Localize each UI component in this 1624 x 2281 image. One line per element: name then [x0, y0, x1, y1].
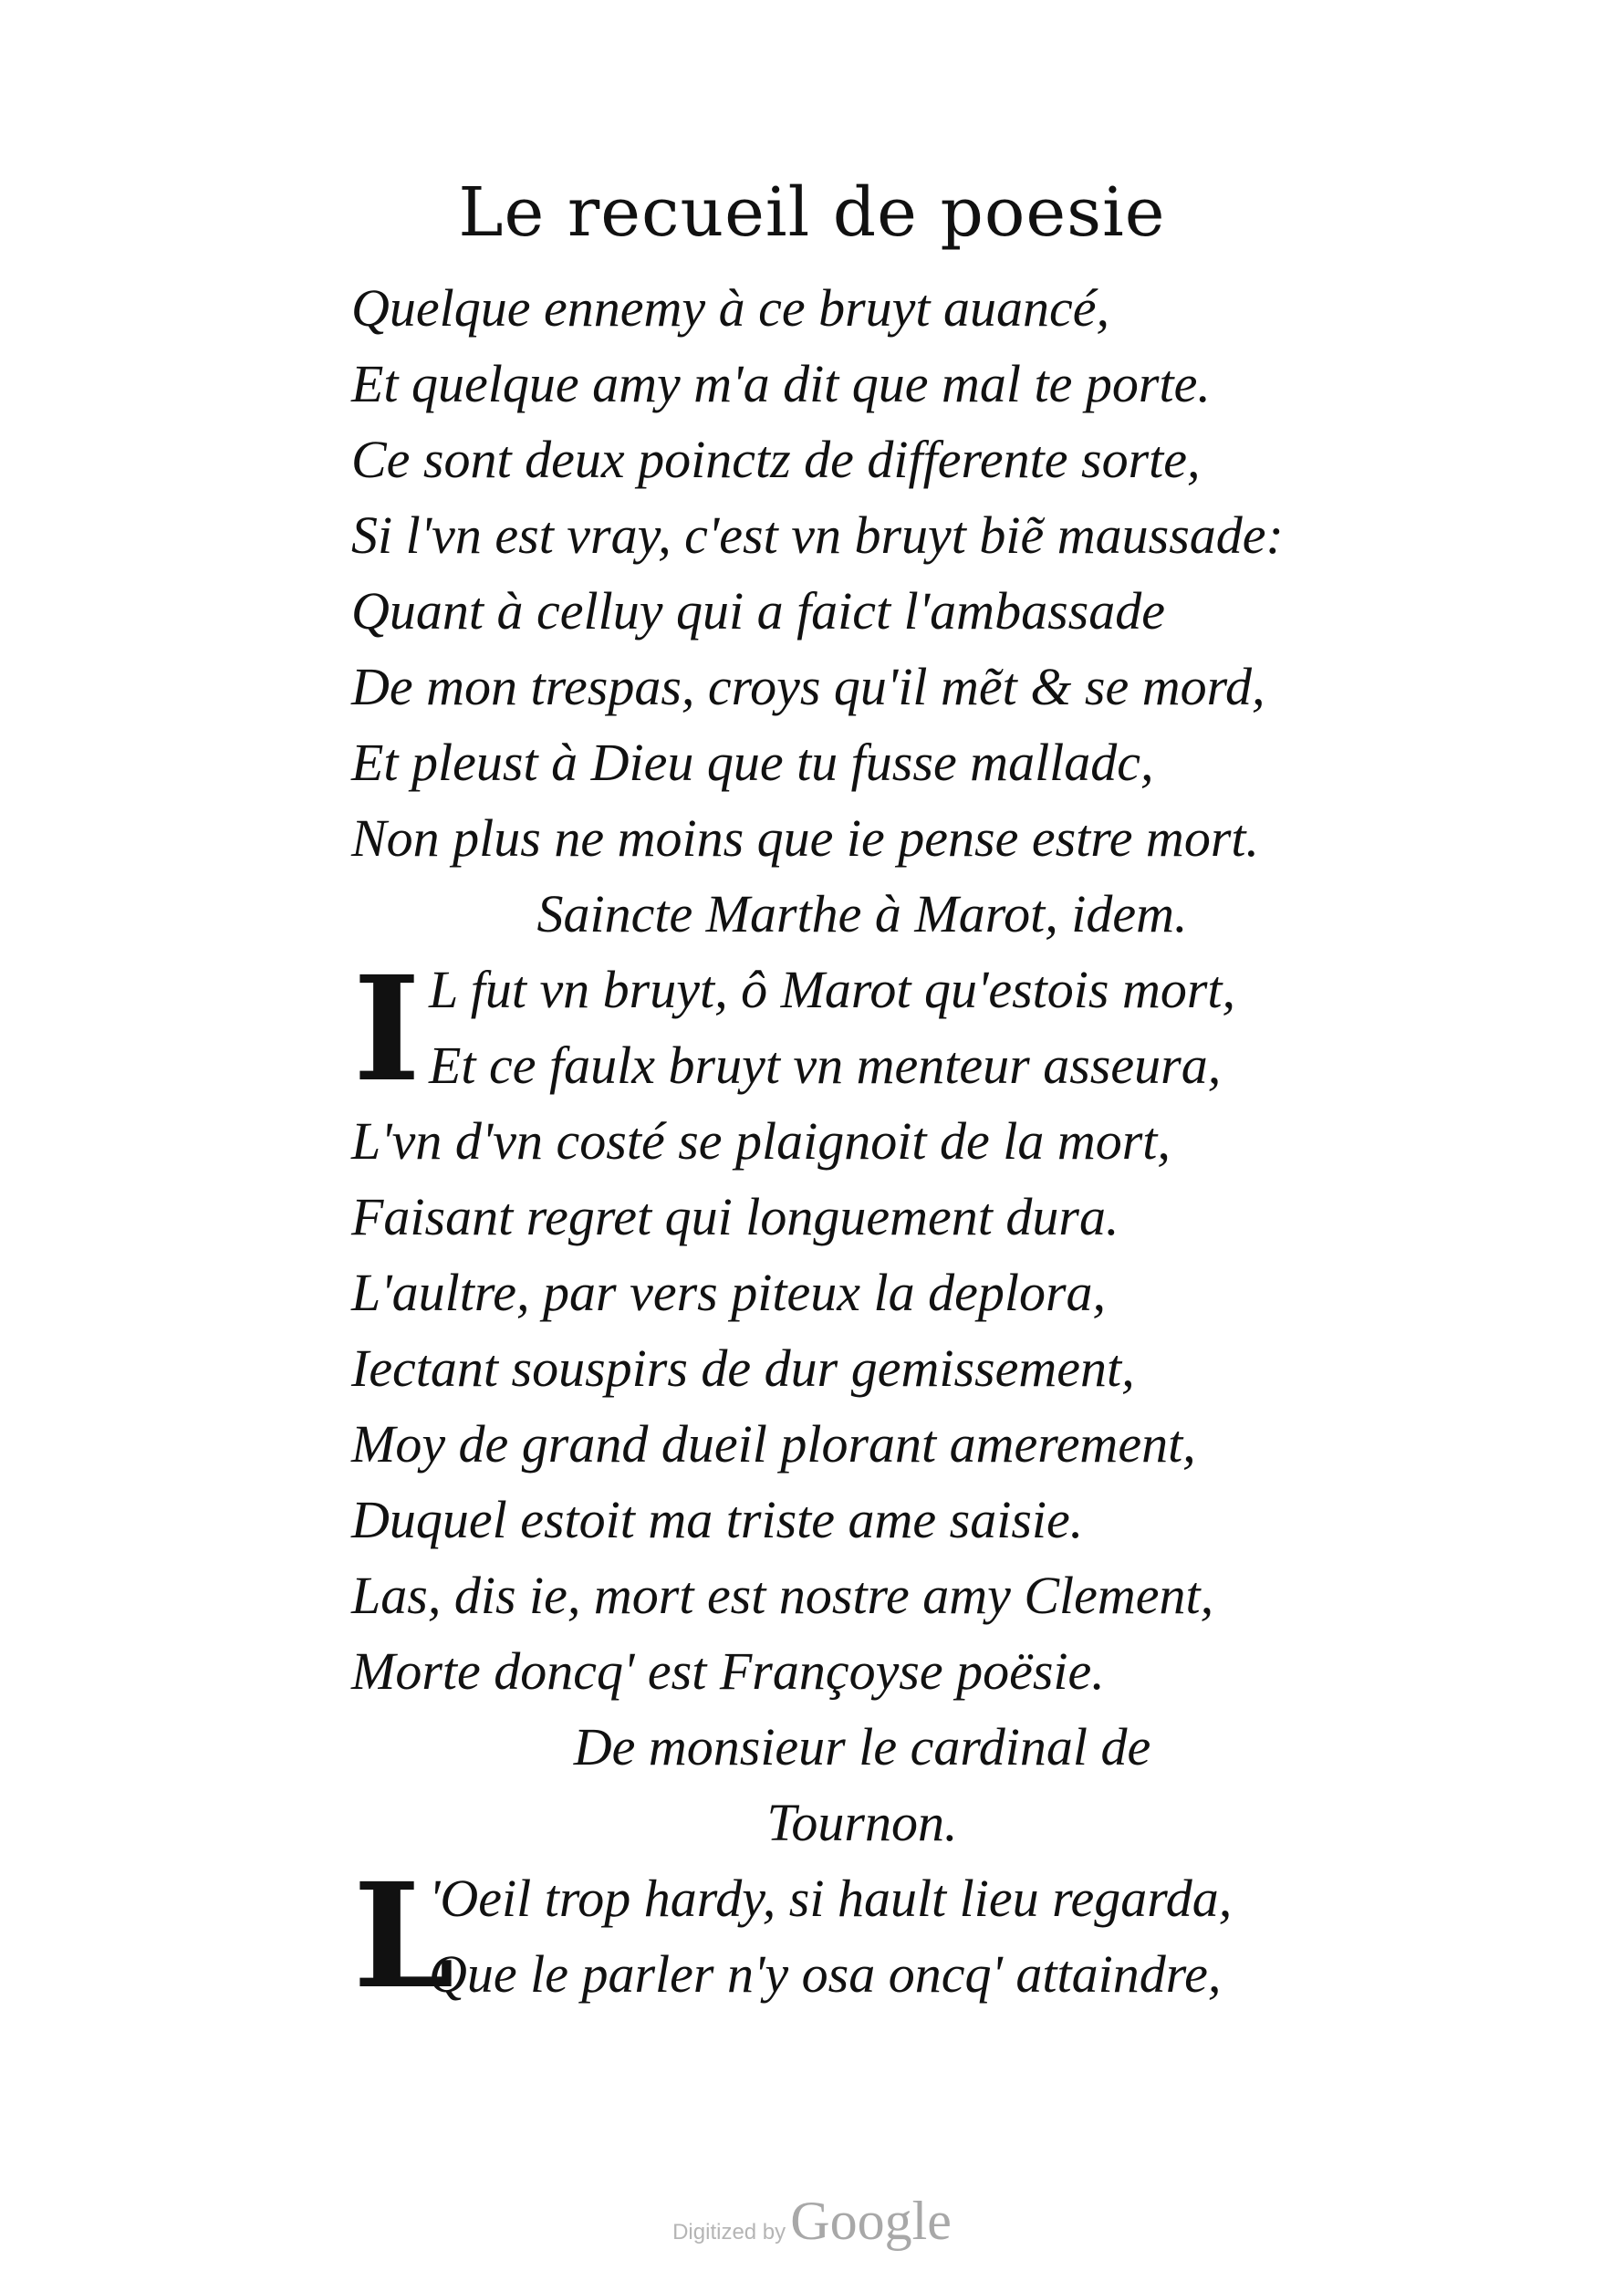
verse-line: L'aultre, par vers piteux la deplora,	[351, 1263, 1107, 1322]
verse-line: Et ce faulx bruyt vn menteur asseura,	[429, 1036, 1222, 1095]
text-block	[351, 270, 1483, 2021]
verse-line: Si l'vn est vray, c'est vn bruyt biẽ maussade:	[351, 505, 1284, 565]
drop-cap-initial: L	[353, 1852, 455, 2021]
drop-cap-initial: I	[353, 945, 421, 1114]
verse-line: Ce sont deux poinctz de differente sorte,	[351, 430, 1201, 489]
verse-line: L fut vn bruyt, ô Marot qu'estois mort,	[429, 960, 1236, 1019]
verse-line: Quelque ennemy à ce bruyt auancé,	[351, 278, 1110, 338]
verse-line: Faisant regret qui longuement dura.	[351, 1187, 1119, 1246]
verse-line: Non plus ne moins que ie pense estre mort.	[351, 808, 1260, 868]
dropcap-stanza	[351, 945, 1483, 1114]
poem-heading: De monsieur le cardinal de	[573, 1717, 1151, 1776]
verse-line: Moy de grand dueil plorant amerement,	[351, 1414, 1196, 1474]
verse-line: Quant à celluy qui a faict l'ambassade	[351, 581, 1165, 641]
verse-line: Et pleust à Dieu que tu fusse malladc,	[351, 733, 1154, 792]
verse-line: 'Oeil trop hardy, si hault lieu regarda,	[429, 1869, 1233, 1928]
verse-line: Que le parler n'y osa oncq' attaindre,	[429, 1944, 1222, 2004]
dropcap-stanza	[351, 1852, 1483, 2021]
verse-line: Las, dis ie, mort est nostre amy Clement,	[351, 1566, 1214, 1625]
verse-line: Iectant souspirs de dur gemissement,	[351, 1338, 1135, 1398]
verse-line: Et quelque amy m'a dit que mal te porte.	[351, 354, 1211, 413]
verse-line: De mon trespas, croys qu'il mẽt & se mord,	[351, 657, 1265, 716]
verse-line: L'vn d'vn costé se plaignoit de la mort,	[351, 1111, 1171, 1171]
google-logo: Google	[790, 2191, 952, 2251]
digitization-watermark	[0, 2190, 1624, 2253]
verse-line: Morte doncq' est Françoyse poësie.	[351, 1641, 1105, 1701]
poem-heading: Tournon.	[766, 1793, 958, 1852]
running-head: Le recueil de poesie	[458, 173, 1166, 252]
poem-heading: Saincte Marthe à Marot, idem.	[536, 884, 1188, 943]
verse-line: Duquel estoit ma triste ame saisie.	[351, 1490, 1084, 1549]
digitized-label: Digitized by	[672, 2220, 786, 2245]
